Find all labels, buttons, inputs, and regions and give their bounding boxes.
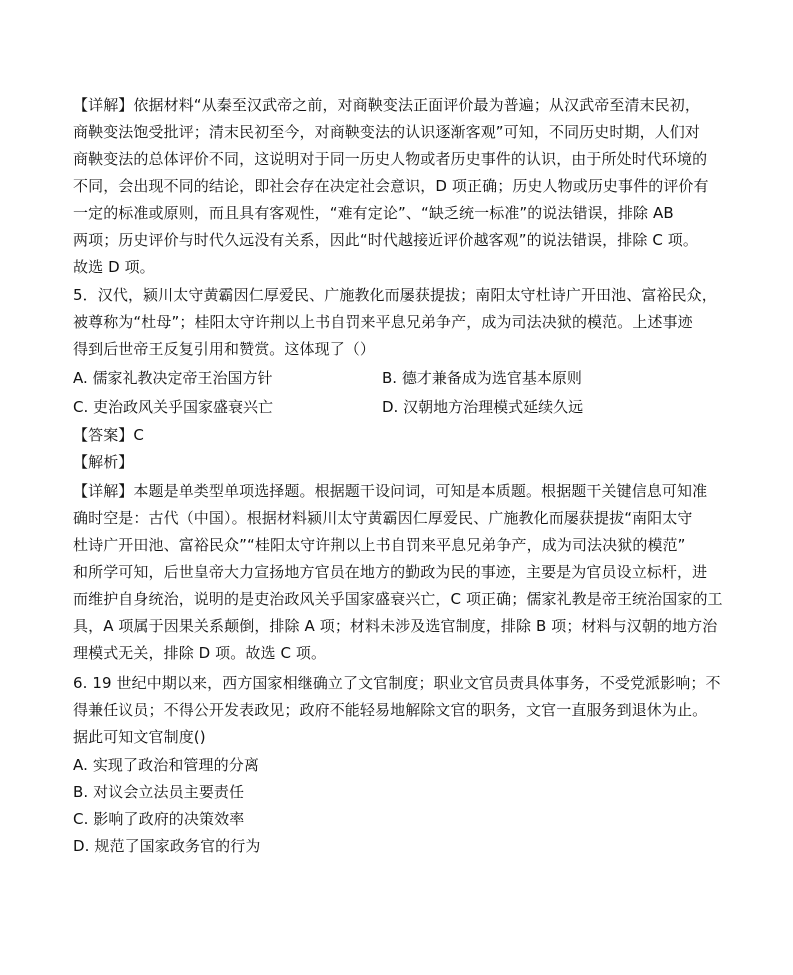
question-5-analysis-line: 理模式无关，排除 D 项。故选 C 项。 bbox=[73, 644, 327, 662]
question-5-analysis-line: 和所学可知，后世皇帝大力宣扬地方官员在地方的勤政为民的事迹，主要是为官员设立标杆，进 bbox=[73, 563, 708, 581]
question-6-option-c: C. 影响了政府的决策效率 bbox=[73, 810, 245, 828]
analysis-line: 两项；历史评价与时代久远没有关系，因此“时代越接近评价越客观”的说法错误，排除 C 项。 bbox=[73, 231, 698, 249]
question-5-analysis-line: 杜诗广开田池、富裕民众”“桂阳太守许荆以上书自罚来平息兄弟争产，成为司法决狱的模范” bbox=[73, 536, 686, 554]
question-5-analysis-line: 具，A 项属于因果关系颠倒，排除 A 项；材料未涉及选官制度，排除 B 项；材料与汉朝的地方治 bbox=[73, 617, 718, 635]
analysis-line: 商鞅变法饱受批评；清末民初至今，对商鞅变法的认识逐渐客观”可知，不同历史时期，人们对 bbox=[73, 123, 700, 141]
question-5-analysis-line: 确时空是：古代（中国）。根据材料颍川太守黄霸因仁厚爱民、广施教化而屡获提拔“南阳太守 bbox=[73, 509, 693, 527]
question-6-option-d: D. 规范了国家政务官的行为 bbox=[73, 837, 261, 855]
question-5-analysis-line: 【详解】本题是单类型单项选择题。根据题干设问词，可知是本质题。根据题干关键信息可知准 bbox=[73, 482, 708, 500]
question-5-answer: 【答案】C bbox=[73, 426, 144, 444]
question-6-stem-line: 得兼任议员；不得公开发表政见；政府不能轻易地解除文官的职务，文官一直服务到退休为止。 bbox=[73, 701, 708, 719]
question-5-option-b: B. 德才兼备成为选官基本原则 bbox=[382, 369, 582, 387]
question-6-stem-line: 6. 19 世纪中期以来，西方国家相继确立了文官制度；职业文官员责具体事务，不受党派影响；不 bbox=[73, 674, 721, 692]
analysis-line: 【详解】依据材料“从秦至汉武帝之前，对商鞅变法正面评价最为普遍；从汉武帝至清末民初， bbox=[73, 96, 700, 114]
question-5-analysis-line: 而维护自身统治，说明的是吏治政风关乎国家盛衰兴亡，C 项正确；儒家礼教是帝王统治国家的工 bbox=[73, 590, 723, 608]
analysis-line: 不同，会出现不同的结论，即社会存在决定社会意识，D 项正确；历史人物或历史事件的评价有 bbox=[73, 177, 709, 195]
question-6-option-b: B. 对议会立法员主要责任 bbox=[73, 783, 245, 801]
question-5-option-a: A. 儒家礼教决定帝王治国方针 bbox=[73, 369, 273, 387]
question-5-stem-line: 得到后世帝王反复引用和赞赏。这体现了（） bbox=[73, 340, 376, 358]
question-5-analysis-label: 【解析】 bbox=[73, 453, 134, 471]
question-5-option-d: D. 汉朝地方治理模式延续久远 bbox=[382, 398, 584, 416]
question-5-option-c: C. 吏治政风关乎国家盛衰兴亡 bbox=[73, 398, 274, 416]
question-5-stem-line: 被尊称为“杜母”；桂阳太守许荆以上书自罚来平息兄弟争产，成为司法决狱的模范。上述事迹 bbox=[73, 313, 693, 331]
analysis-line: 故选 D 项。 bbox=[73, 258, 155, 276]
analysis-line: 一定的标准或原则，而且具有客观性，“难有定论”、“缺乏统一标准”的说法错误，排除 AB bbox=[73, 204, 674, 222]
analysis-line: 商鞅变法的总体评价不同，这说明对于同一历史人物或者历史事件的认识，由于所处时代环境的 bbox=[73, 150, 708, 168]
question-6-option-a: A. 实现了政治和管理的分离 bbox=[73, 756, 259, 774]
question-5-stem-line: 5．汉代，颍川太守黄霸因仁厚爱民、广施教化而屡获提拔；南阳太守杜诗广开田池、富裕民众， bbox=[73, 286, 717, 304]
question-6-stem-line: 据此可知文官制度() bbox=[73, 728, 206, 746]
